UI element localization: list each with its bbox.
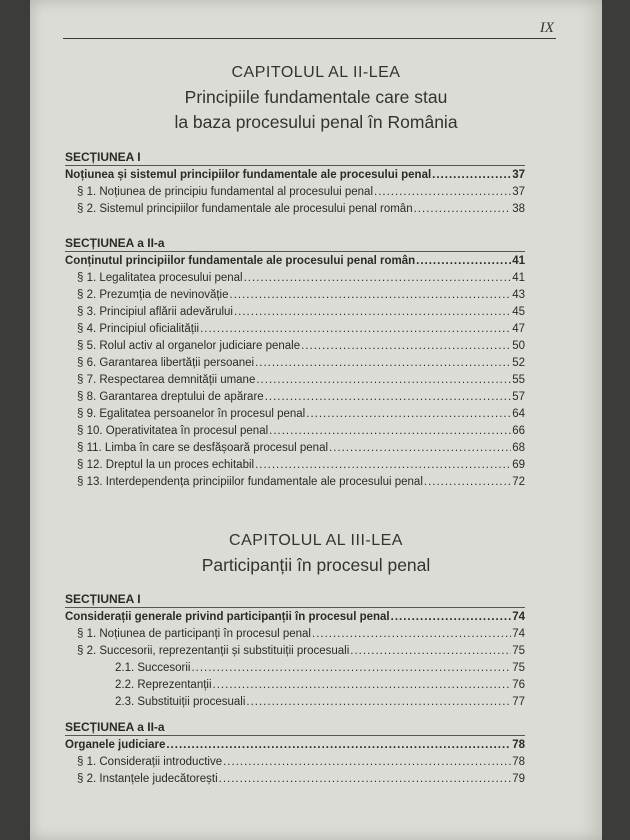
toc-main-entry[interactable]: Considerații generale privind participanții în procesul penal ..... 74 xyxy=(65,607,525,626)
toc-entry-page: 75 xyxy=(512,645,525,657)
ch3-section-1 xyxy=(65,592,525,711)
toc-entry-title: § 2. Succesorii, reprezentanții și substituiții procesuali xyxy=(77,645,350,657)
chapter-3-heading xyxy=(30,532,602,578)
toc-main-entry[interactable]: Noțiunea și sistemul principiilor fundamentale ale procesului penal ..... 37 xyxy=(65,165,525,184)
toc-entry[interactable] xyxy=(65,694,525,711)
dot-leader xyxy=(234,304,511,321)
toc-entry[interactable] xyxy=(65,270,525,287)
book-page xyxy=(30,0,602,840)
toc-entry[interactable] xyxy=(65,474,525,491)
toc-entry[interactable] xyxy=(65,287,525,304)
toc-entry-title: § 10. Operativitatea în procesul penal xyxy=(77,425,269,437)
toc-entry-title: § 9. Egalitatea persoanelor în procesul penal xyxy=(77,408,306,420)
dot-leader xyxy=(256,372,511,389)
dot-leader xyxy=(223,754,511,771)
ch2-section-1 xyxy=(65,150,525,218)
toc-entry-page: 41 xyxy=(512,272,525,284)
toc-entry-page: 64 xyxy=(512,408,525,420)
dot-leader xyxy=(213,677,512,694)
toc-entry[interactable] xyxy=(65,660,525,677)
toc-entry-page: 78 xyxy=(512,756,525,768)
ch2-section-2 xyxy=(65,236,525,491)
toc-entry[interactable] xyxy=(65,626,525,643)
toc-entry[interactable] xyxy=(65,677,525,694)
dot-leader xyxy=(255,457,511,474)
toc-entry-page: 47 xyxy=(512,323,525,335)
toc-entry-title: § 13. Interdependența principiilor fundamentale ale procesului penal xyxy=(77,476,423,488)
chapter-2-title-line2: la baza procesului penal în România xyxy=(174,112,458,132)
toc-entry-page: 76 xyxy=(512,679,525,691)
toc-entry[interactable] xyxy=(65,771,525,788)
toc-entry-title: § 2. Sistemul principiilor fundamentale ale procesului penal român xyxy=(77,203,413,215)
dot-leader xyxy=(244,270,512,287)
toc-entry-title: § 1. Considerații introductive xyxy=(77,756,223,768)
ch3-section-2 xyxy=(65,720,525,788)
toc-entry[interactable] xyxy=(65,184,525,201)
toc-entry-title: 2.1. Succesorii xyxy=(115,662,191,674)
dot-leader xyxy=(269,423,511,440)
dot-leader xyxy=(350,643,511,660)
toc-entry[interactable] xyxy=(65,406,525,423)
dot-leader xyxy=(230,287,512,304)
dot-leader xyxy=(191,660,511,677)
toc-entry-title: 2.2. Reprezentanții xyxy=(115,679,212,691)
dot-leader xyxy=(306,406,511,423)
toc-entry[interactable] xyxy=(65,440,525,457)
toc-entry-title: § 2. Instanțele judecătorești xyxy=(77,773,218,785)
chapter-2-label: CAPITOLUL AL II-LEA xyxy=(231,64,401,81)
toc-entry-page: 72 xyxy=(512,476,525,488)
toc-entry-title: § 6. Garantarea libertății persoanei xyxy=(77,357,255,369)
toc-entry-page: 45 xyxy=(512,306,525,318)
toc-entry[interactable] xyxy=(65,457,525,474)
toc-entry-page: 74 xyxy=(512,628,525,640)
toc-entry-page: 43 xyxy=(512,289,525,301)
dot-leader xyxy=(219,771,512,788)
dot-leader xyxy=(301,338,511,355)
toc-entry-page: 38 xyxy=(512,203,525,215)
toc-entry-page: 50 xyxy=(512,340,525,352)
toc-entry-page: 77 xyxy=(512,696,525,708)
section-heading: SECȚIUNEA I xyxy=(65,150,141,164)
dot-leader xyxy=(329,440,511,457)
section-heading: SECȚIUNEA I xyxy=(65,592,141,606)
chapter-3-label: CAPITOLUL AL III-LEA xyxy=(229,532,403,549)
toc-entry[interactable] xyxy=(65,201,525,218)
dot-leader xyxy=(200,321,511,338)
toc-entry-title: § 7. Respectarea demnității umane xyxy=(77,374,256,386)
toc-entry[interactable] xyxy=(65,423,525,440)
section-heading: SECȚIUNEA a II-a xyxy=(65,720,165,734)
chapter-3-title-line1: Participanții în procesul penal xyxy=(201,555,431,575)
toc-entry-title: § 11. Limba în care se desfășoară procesul penal xyxy=(77,442,329,454)
dot-leader xyxy=(374,184,511,201)
toc-entry-page: 75 xyxy=(512,662,525,674)
page-number: IX xyxy=(539,20,554,36)
toc-entry-title: § 1. Legalitatea procesului penal xyxy=(77,272,243,284)
toc-entry-page: 52 xyxy=(512,357,525,369)
toc-entry-page: 66 xyxy=(512,425,525,437)
toc-entry-page: 37 xyxy=(512,186,525,198)
toc-entry[interactable] xyxy=(65,372,525,389)
toc-entry-title: 2.3. Substituiții procesuali xyxy=(115,696,246,708)
toc-main-entry[interactable]: Conținutul principiilor fundamentale ale procesului penal român ..... 41 xyxy=(65,251,525,270)
toc-entry[interactable] xyxy=(65,321,525,338)
dot-leader xyxy=(265,389,512,406)
dot-leader xyxy=(312,626,511,643)
toc-main-entry[interactable]: Organele judiciare ..... 78 xyxy=(65,735,525,754)
toc-entry-page: 55 xyxy=(512,374,525,386)
section-heading: SECȚIUNEA a II-a xyxy=(65,236,165,250)
toc-entry[interactable] xyxy=(65,754,525,771)
toc-entry-title: § 1. Noțiunea de participanți în procesul penal xyxy=(77,628,311,640)
toc-entry-page: 68 xyxy=(512,442,525,454)
toc-entry-title: § 3. Principiul aflării adevărului xyxy=(77,306,233,318)
toc-entry-title: § 2. Prezumția de nevinovăție xyxy=(77,289,229,301)
toc-entry-title: § 5. Rolul activ al organelor judiciare penale xyxy=(77,340,301,352)
toc-entry-page: 69 xyxy=(512,459,525,471)
toc-entry-page: 79 xyxy=(512,773,525,785)
toc-entry-title: § 4. Principiul oficialității xyxy=(77,323,200,335)
toc-entry[interactable] xyxy=(65,389,525,406)
dot-leader xyxy=(424,474,511,491)
chapter-2-heading xyxy=(30,64,602,135)
toc-entry-title: § 1. Noțiunea de principiu fundamental al procesului penal xyxy=(77,186,374,198)
toc-entry-title: § 8. Garantarea dreptului de apărare xyxy=(77,391,264,403)
dot-leader xyxy=(414,201,512,218)
chapter-2-title-line1: Principiile fundamentale care stau xyxy=(184,87,448,107)
toc-entry-title: § 12. Dreptul la un proces echitabil xyxy=(77,459,255,471)
dot-leader xyxy=(255,355,511,372)
toc-entry[interactable] xyxy=(65,338,525,355)
dot-leader xyxy=(246,694,511,711)
header-rule xyxy=(63,38,556,39)
toc-entry-page: 57 xyxy=(512,391,525,403)
toc-entry[interactable] xyxy=(65,304,525,321)
toc-entry[interactable] xyxy=(65,643,525,660)
toc-entry[interactable] xyxy=(65,355,525,372)
